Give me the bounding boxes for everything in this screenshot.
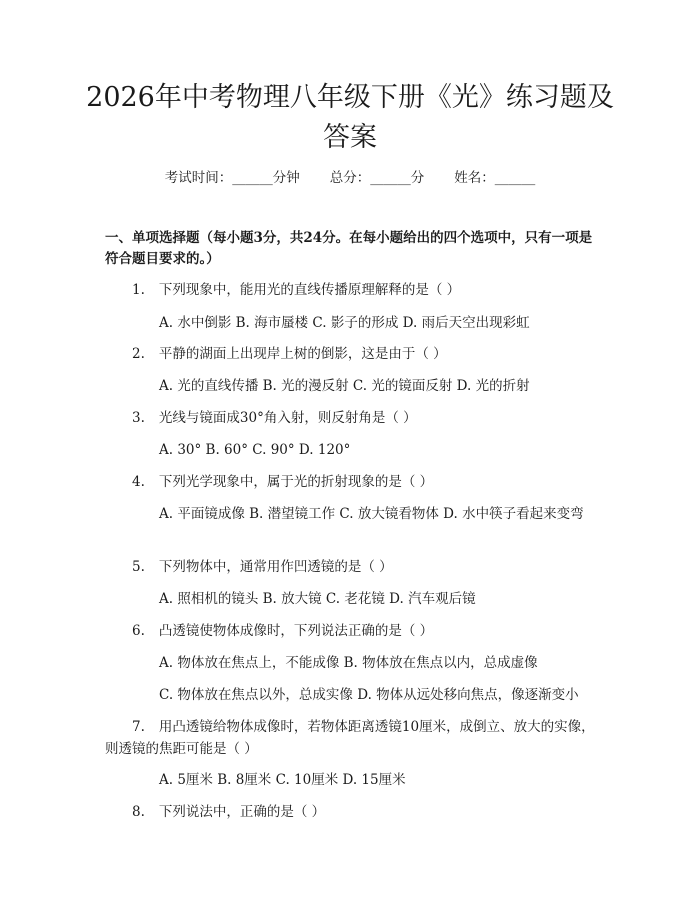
question-7-options: A. 5厘米 B. 8厘米 C. 10厘米 D. 15厘米 [159,772,406,788]
question-text: 下列现象中，能用光的直线传播原理解释的是（ ） [158,282,461,298]
question-6-options-line-2: C. 物体放在焦点以外，总成实像 D. 物体从远处移向焦点，像逐渐变小 [159,687,579,703]
document-title: 2026年中考物理八年级下册《光》练习题及答案 [86,82,614,153]
question-5 [105,556,600,578]
question-text: 凸透镜使物体成像时，下列说法正确的是（ ） [158,623,434,639]
question-8 [105,801,600,823]
question-text: 下列光学现象中，属于光的折射现象的是（ ） [158,474,434,490]
student-name-label: 姓名：______ [454,170,536,186]
question-2-options: A. 光的直线传播 B. 光的漫反射 C. 光的镜面反射 D. 光的折射 [159,378,530,394]
question-text: 下列说法中，正确的是（ ） [158,804,326,820]
question-text: 平静的湖面上出现岸上树的倒影，这是由于（ ） [158,346,447,362]
question-5-options: A. 照相机的镜头 B. 放大镜 C. 老花镜 D. 汽车观后镜 [159,591,476,607]
total-score-label: 总分：______分 [329,170,425,186]
question-4-options: A. 平面镜成像 B. 潜望镜工作 C. 放大镜看物体 D. 水中筷子看起来变弯 [159,506,584,522]
question-number: 1. [132,282,145,298]
question-2 [105,343,600,365]
exam-time-label: 考试时间：______分钟 [164,170,300,186]
question-number: 4. [132,474,145,490]
exam-info-line [0,168,700,188]
question-number: 7. [132,719,145,735]
question-number: 6. [132,623,145,639]
question-text: 下列物体中，通常用作凹透镜的是（ ） [158,559,393,575]
question-1-options: A. 水中倒影 B. 海市蜃楼 C. 影子的形成 D. 雨后天空出现彩虹 [159,315,530,331]
question-text: 用凸透镜给物体成像时，若物体距离透镜10厘米，成倒立、放大的实像，则透镜的焦距可能是（ ） [105,719,595,757]
question-text: 光线与镜面成30°角入射，则反射角是（ ） [158,410,417,426]
question-3-options: A. 30° B. 60° C. 90° D. 120° [159,442,351,458]
question-7 [105,716,600,760]
question-3 [105,407,600,429]
question-4 [105,471,600,493]
question-number: 2. [132,346,145,362]
question-number: 5. [132,559,145,575]
section-heading: 一、单项选择题（每小题3分，共24分。在每小题给出的四个选项中，只有一项是符合题目要求的。） [105,230,593,267]
question-number: 8. [132,804,145,820]
question-1 [105,279,600,301]
question-number: 3. [132,410,145,426]
question-6 [105,620,600,642]
question-6-options-line-1: A. 物体放在焦点上，不能成像 B. 物体放在焦点以内，总成虚像 [159,655,538,671]
